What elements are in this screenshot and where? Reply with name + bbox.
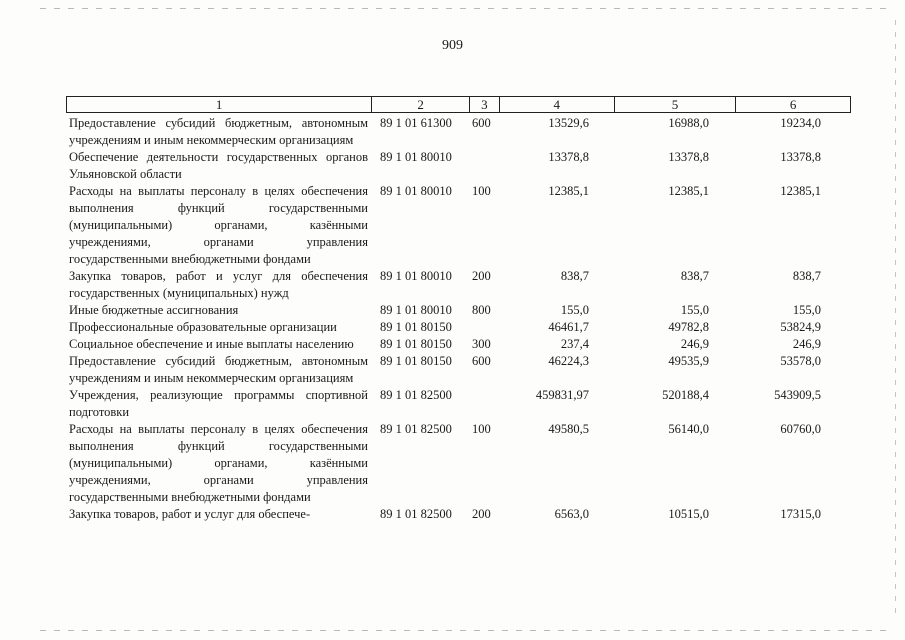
header-col-2: 2 — [372, 97, 470, 112]
row-code: 89 1 01 80010 — [380, 303, 452, 317]
scan-edge-top — [40, 8, 893, 9]
row-type: 600 — [472, 116, 491, 130]
table-row — [66, 302, 851, 319]
row-name: Обеспечение деятельности государственных органов Ульяновской области — [69, 150, 368, 181]
row-type: 200 — [472, 507, 491, 521]
table-row — [66, 506, 851, 523]
row-name: Профессиональные образовательные организации — [69, 320, 337, 334]
row-type: 800 — [472, 303, 491, 317]
row-value-6: 246,9 — [792, 337, 821, 351]
row-value-4: 12385,1 — [548, 184, 589, 198]
row-value-5: 155,0 — [680, 303, 709, 317]
table-row — [66, 115, 851, 149]
row-type: 600 — [472, 354, 491, 368]
row-name: Закупка товаров, работ и услуг для обеспече- — [69, 507, 311, 521]
row-value-4: 46461,7 — [548, 320, 589, 334]
row-value-6: 12385,1 — [780, 184, 821, 198]
table-row — [66, 421, 851, 506]
row-code: 89 1 01 80150 — [380, 320, 452, 334]
row-name: Иные бюджетные ассигнования — [69, 303, 239, 317]
row-type — [470, 149, 500, 183]
row-value-5: 838,7 — [680, 269, 709, 283]
row-code: 89 1 01 80010 — [380, 269, 452, 283]
table-row — [66, 183, 851, 268]
table-row — [66, 319, 851, 336]
row-value-4: 237,4 — [560, 337, 589, 351]
row-value-6: 53578,0 — [780, 354, 821, 368]
row-name: Предоставление субсидий бюджетным, автономным учреждениям и иным некоммерческим организациям — [69, 354, 368, 385]
row-type — [470, 319, 500, 336]
row-value-6: 19234,0 — [780, 116, 821, 130]
row-value-6: 53824,9 — [780, 320, 821, 334]
row-name: Учреждения, реализующие программы спортивной подготовки — [69, 388, 368, 419]
header-col-3: 3 — [470, 97, 500, 112]
table-row — [66, 353, 851, 387]
row-value-5: 10515,0 — [668, 507, 709, 521]
table-row — [66, 268, 851, 302]
row-value-5: 12385,1 — [668, 184, 709, 198]
row-value-4: 13378,8 — [548, 150, 589, 164]
row-name: Расходы на выплаты персоналу в целях обеспечения выполнения функций государственными (муниципальными) органами, казёнными учреждениями, органами управления государственными внебюджетными фондами — [69, 184, 368, 266]
table-header — [66, 96, 851, 113]
row-code: 89 1 01 80150 — [380, 337, 452, 351]
row-value-6: 60760,0 — [780, 422, 821, 436]
row-value-6: 155,0 — [792, 303, 821, 317]
row-value-4: 459831,97 — [535, 388, 589, 402]
row-value-4: 49580,5 — [548, 422, 589, 436]
row-value-6: 17315,0 — [780, 507, 821, 521]
table-row — [66, 387, 851, 421]
page-number: 909 — [442, 38, 463, 53]
row-value-5: 49782,8 — [668, 320, 709, 334]
row-code: 89 1 01 82500 — [380, 422, 452, 436]
row-name: Закупка товаров, работ и услуг для обеспечения государственных (муниципальных) нужд — [69, 269, 368, 300]
row-code: 89 1 01 80150 — [380, 354, 452, 368]
row-type: 300 — [472, 337, 491, 351]
row-value-4: 6563,0 — [554, 507, 589, 521]
row-value-5: 13378,8 — [668, 150, 709, 164]
header-col-4: 4 — [500, 97, 615, 112]
row-code: 89 1 01 82500 — [380, 507, 452, 521]
row-value-6: 13378,8 — [780, 150, 821, 164]
row-code: 89 1 01 82500 — [380, 388, 452, 402]
row-name: Предоставление субсидий бюджетным, автономным учреждениям и иным некоммерческим организациям — [69, 116, 368, 147]
row-value-5: 16988,0 — [668, 116, 709, 130]
scan-edge-right — [895, 20, 896, 620]
header-col-1: 1 — [67, 97, 372, 112]
row-value-5: 520188,4 — [662, 388, 709, 402]
row-value-5: 56140,0 — [668, 422, 709, 436]
row-name: Социальное обеспечение и иные выплаты населению — [69, 337, 354, 351]
row-value-4: 155,0 — [560, 303, 589, 317]
header-col-5: 5 — [615, 97, 737, 112]
row-code: 89 1 01 80010 — [380, 184, 452, 198]
scan-edge-bottom — [40, 630, 893, 631]
table-body — [66, 115, 851, 523]
row-value-5: 246,9 — [680, 337, 709, 351]
row-value-6: 543909,5 — [774, 388, 821, 402]
row-value-4: 46224,3 — [548, 354, 589, 368]
row-name: Расходы на выплаты персоналу в целях обеспечения выполнения функций государственными (муниципальными) органами, казёнными учреждениями, органами управления государственными внебюджетными фондами — [69, 422, 368, 504]
table-row — [66, 336, 851, 353]
header-col-6: 6 — [789, 97, 797, 112]
row-value-4: 838,7 — [560, 269, 589, 283]
row-type: 100 — [472, 422, 491, 436]
row-code: 89 1 01 80010 — [380, 150, 452, 164]
row-value-4: 13529,6 — [548, 116, 589, 130]
row-value-6: 838,7 — [792, 269, 821, 283]
row-type: 200 — [472, 269, 491, 283]
table-row — [66, 149, 851, 183]
row-type — [470, 387, 500, 421]
row-value-5: 49535,9 — [668, 354, 709, 368]
row-code: 89 1 01 61300 — [380, 116, 452, 130]
row-type: 100 — [472, 184, 491, 198]
